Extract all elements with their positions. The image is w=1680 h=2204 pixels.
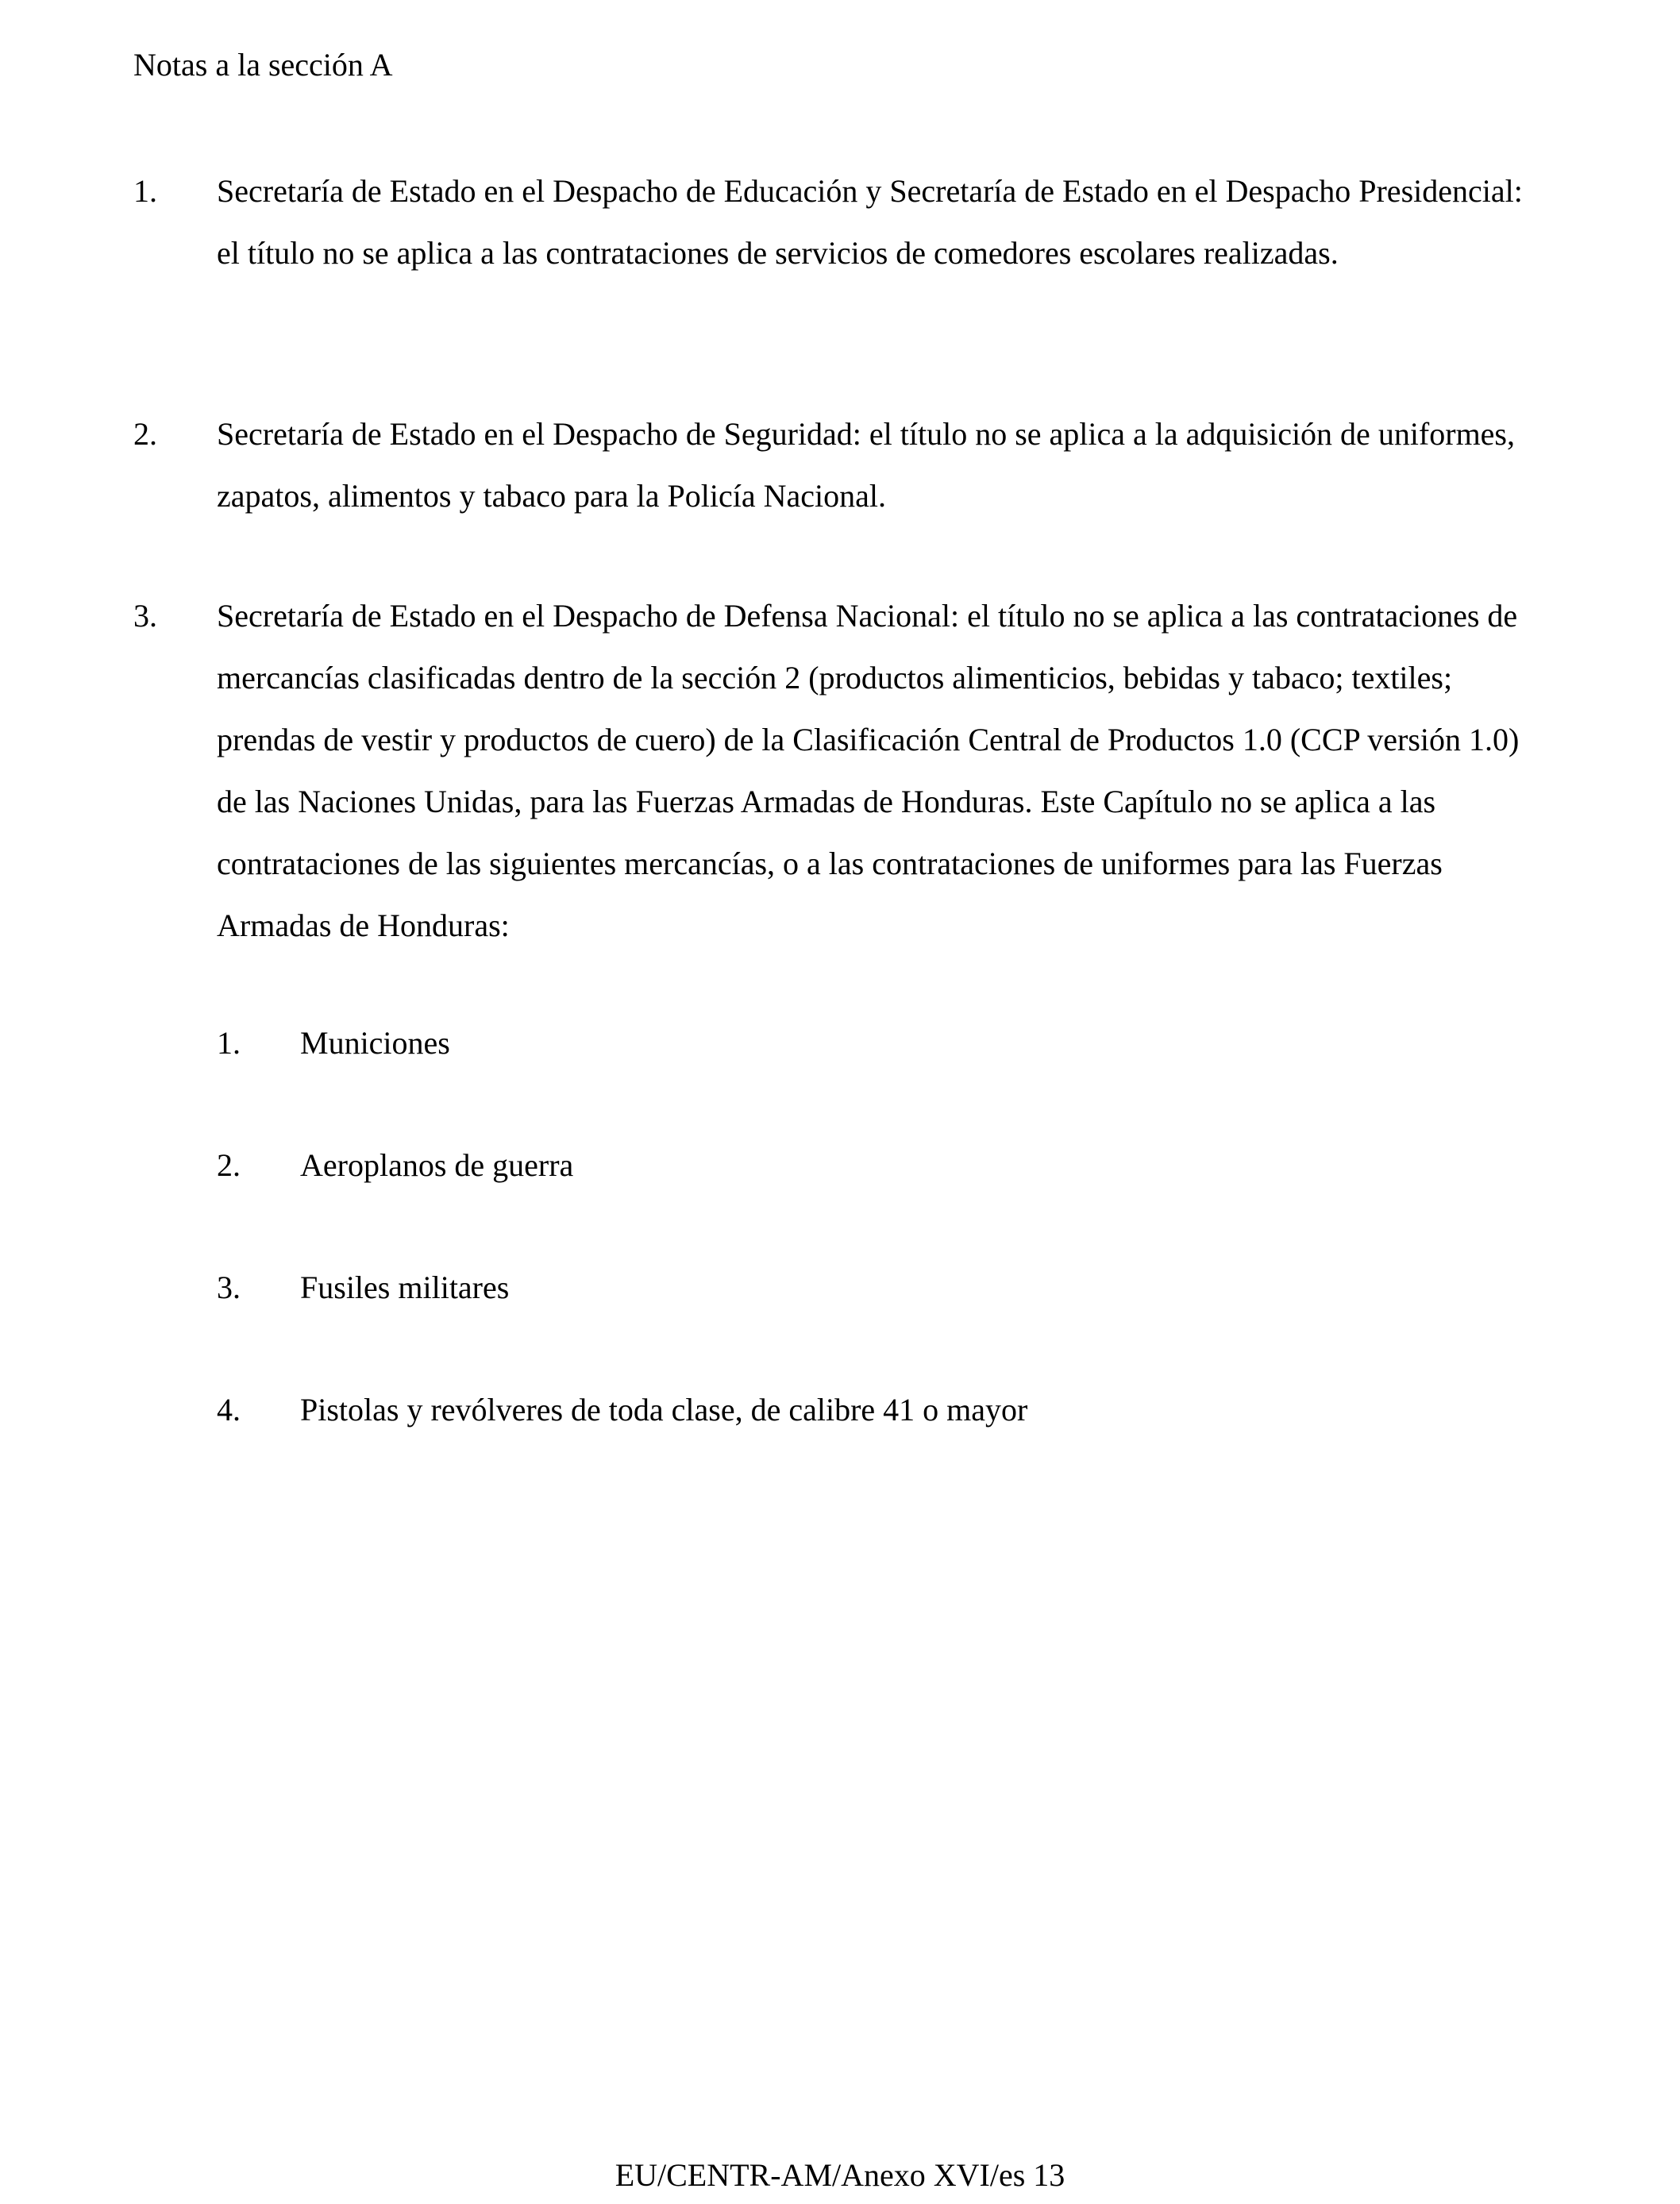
note-item xyxy=(133,403,1562,527)
note-number: 2. xyxy=(133,416,157,452)
sub-list-item xyxy=(217,1264,1328,1312)
sub-item-number: 1. xyxy=(217,1025,241,1061)
sub-item-number: 4. xyxy=(217,1392,241,1428)
sub-item-text: Pistolas y revólveres de toda clase, de calibre 41 o mayor xyxy=(300,1392,1028,1428)
note-text: Secretaría de Estado en el Despacho de Educación y Secretaría de Estado en el Despacho Presidencial: el título no se aplica a las contrataciones de servicios de comedores escolares realizadas. xyxy=(217,173,1523,271)
note-text: Secretaría de Estado en el Despacho de Defensa Nacional: el título no se aplica a las contrataciones de mercancías clasificadas dentro de la sección 2 (productos alimenticios, bebidas y tabaco; textiles; prendas de vestir y productos de cuero) de la Clasificación Central de Productos 1.0 (CCP versión 1.0) de las Naciones Unidas, para las Fuerzas Armadas de Honduras. Este Capítulo no se aplica a las contrataciones de las siguientes mercancías, o a las contrataciones de uniformes para las Fuerzas Armadas de Honduras: xyxy=(217,598,1520,943)
sub-item-number: 3. xyxy=(217,1270,241,1305)
note-item xyxy=(133,585,1562,957)
sub-item-text: Municiones xyxy=(300,1025,450,1061)
sub-item-text: Fusiles militares xyxy=(300,1270,510,1305)
sub-list-item xyxy=(217,1019,1328,1067)
section-heading: Notas a la sección A xyxy=(133,47,393,83)
note-number: 3. xyxy=(133,598,157,634)
note-item xyxy=(133,160,1562,284)
note-number: 1. xyxy=(133,173,157,209)
sub-list-item xyxy=(217,1142,1328,1189)
sub-item-text: Aeroplanos de guerra xyxy=(300,1147,574,1183)
sub-item-number: 2. xyxy=(217,1147,241,1183)
note-text: Secretaría de Estado en el Despacho de Seguridad: el título no se aplica a la adquisición de uniformes, zapatos, alimentos y tabaco para la Policía Nacional. xyxy=(217,416,1515,514)
page-footer: EU/CENTR-AM/Anexo XVI/es 13 xyxy=(615,2157,1065,2193)
sub-list-item xyxy=(217,1386,1328,1434)
